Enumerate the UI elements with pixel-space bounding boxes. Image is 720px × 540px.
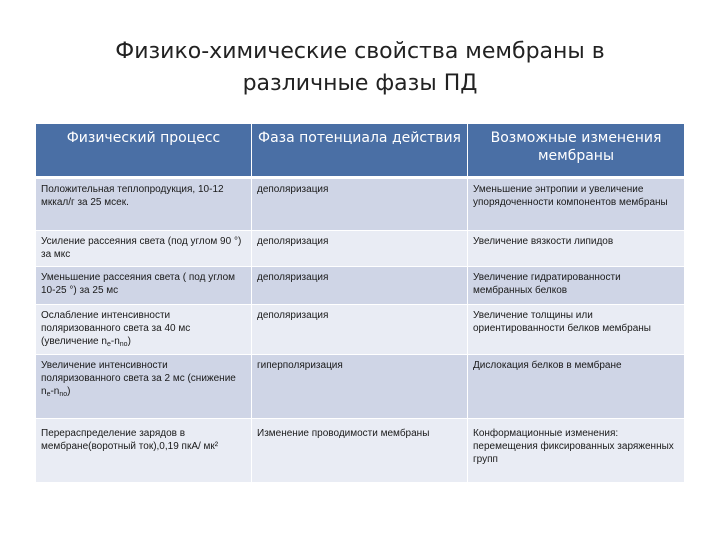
table-header bbox=[36, 124, 684, 179]
cell-process-minus: -n bbox=[50, 386, 60, 397]
subscript-no: no bbox=[59, 391, 68, 398]
subscript-e: e bbox=[46, 391, 51, 398]
cell-phase: деполяризация bbox=[251, 305, 467, 355]
cell-phase: деполяризация bbox=[251, 179, 467, 231]
table-row bbox=[36, 305, 684, 355]
cell-change: Увеличение гидратированности мембранных белков bbox=[467, 267, 684, 305]
cell-change: Конформационные изменения: перемещения фиксированных заряженных групп bbox=[467, 419, 684, 483]
table-row bbox=[36, 179, 684, 231]
cell-process: Усиление рассеяния света (под углом 90 °) за мкс bbox=[36, 231, 251, 267]
cell-change: Увеличение вязкости липидов bbox=[467, 231, 684, 267]
cell-process: Положительная теплопродукция, 10-12 мккал/г за 25 мсек. bbox=[36, 179, 251, 231]
cell-phase: Изменение проводимости мембраны bbox=[251, 419, 467, 483]
cell-process: Уменьшение рассеяния света ( под углом 10-25 °) за 25 мс bbox=[36, 267, 251, 305]
slide-title bbox=[60, 36, 660, 100]
subscript-e: e bbox=[106, 341, 111, 348]
table-header-row bbox=[36, 124, 684, 179]
slide-title-line-2: различные фазы ПД bbox=[242, 71, 478, 96]
cell-change: Увеличение толщины или ориентированности белков мембраны bbox=[467, 305, 684, 355]
slide-title-line-1: Физико-химические свойства мембраны в bbox=[115, 39, 605, 64]
cell-process bbox=[36, 305, 251, 355]
table-row bbox=[36, 355, 684, 419]
cell-process bbox=[36, 355, 251, 419]
cell-phase: деполяризация bbox=[251, 267, 467, 305]
cell-process: Перераспределение зарядов в мембране(воротный ток),0,19 пкА/ мк² bbox=[36, 419, 251, 483]
subscript-no: no bbox=[119, 341, 128, 348]
cell-change: Уменьшение энтропии и увеличение упорядоченности компонентов мембраны bbox=[467, 179, 684, 231]
membrane-properties-table bbox=[36, 124, 684, 483]
table-row bbox=[36, 267, 684, 305]
header-action-potential-phase: Фаза потенциала действия bbox=[251, 124, 467, 179]
table-row bbox=[36, 419, 684, 483]
table-row bbox=[36, 231, 684, 267]
cell-phase: деполяризация bbox=[251, 231, 467, 267]
header-physical-process: Физический процесс bbox=[36, 124, 251, 179]
cell-process-close: ) bbox=[67, 386, 71, 397]
table-body bbox=[36, 179, 684, 483]
cell-process-text: Увеличение интенсивности поляризованного света за 2 мс (снижение n bbox=[41, 360, 236, 397]
cell-phase: гиперполяризация bbox=[251, 355, 467, 419]
cell-process-text: Ослабление интенсивности поляризованного света за 40 мс (увеличение n bbox=[41, 310, 191, 347]
cell-process-close: ) bbox=[127, 336, 131, 347]
cell-process-minus: -n bbox=[110, 336, 120, 347]
header-membrane-changes: Возможные изменения мембраны bbox=[467, 124, 684, 179]
cell-change: Дислокация белков в мембране bbox=[467, 355, 684, 419]
